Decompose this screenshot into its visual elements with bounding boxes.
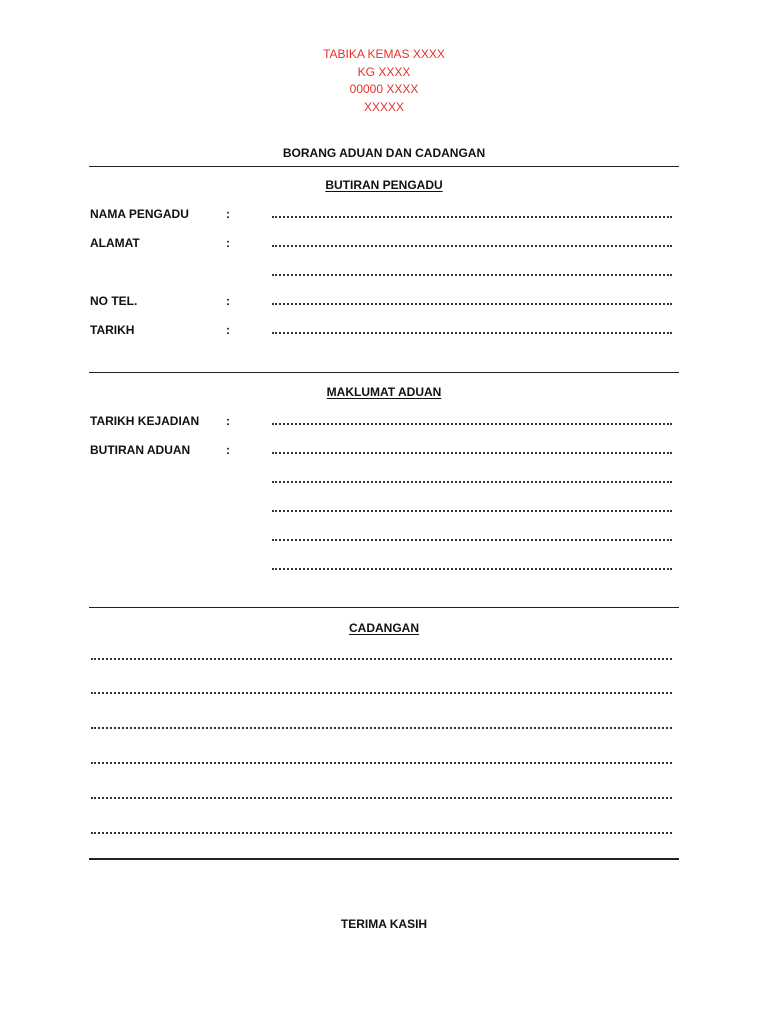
header-line-1: TABIKA KEMAS XXXX (323, 47, 445, 61)
cadangan-input-line-3[interactable] (91, 727, 672, 729)
header-line-3: 00000 XXXX (349, 82, 419, 96)
field-label-nama-pengadu: NAMA PENGADU (90, 207, 189, 221)
field-colon: : (226, 443, 230, 457)
butiran-aduan-input-line-5[interactable] (272, 568, 672, 570)
cadangan-input-line-1[interactable] (91, 658, 672, 660)
cadangan-input-line-2[interactable] (91, 692, 672, 694)
cadangan-input-line-4[interactable] (91, 762, 672, 764)
field-colon: : (226, 207, 230, 221)
field-label-tarikh-kejadian: TARIKH KEJADIAN (90, 414, 200, 428)
header-line-4: XXXXX (363, 99, 405, 114)
header-line-2: KG XXXX (357, 64, 411, 79)
divider-after-maklumat-aduan (89, 607, 679, 608)
tarikh-input-line[interactable] (272, 332, 672, 334)
form-title: BORANG ADUAN DAN CADANGAN (282, 146, 486, 160)
divider-after-butiran-pengadu (89, 372, 679, 373)
no-tel-input-line[interactable] (272, 303, 672, 305)
field-colon: : (226, 414, 230, 428)
tarikh-kejadian-input-line[interactable] (272, 423, 672, 425)
butiran-aduan-input-line-2[interactable] (272, 481, 672, 483)
butiran-aduan-input-line-4[interactable] (272, 539, 672, 541)
field-label-tarikh: TARIKH (90, 323, 135, 337)
butiran-aduan-input-line-3[interactable] (272, 510, 672, 512)
cadangan-input-line-5[interactable] (91, 797, 672, 799)
alamat-input-line-2[interactable] (272, 274, 672, 276)
field-colon: : (226, 323, 230, 337)
divider-top (89, 166, 679, 167)
butiran-aduan-input-line-1[interactable] (272, 452, 672, 454)
section-title-butiran-pengadu: BUTIRAN PENGADU (325, 178, 443, 192)
divider-bottom (89, 858, 679, 860)
field-label-butiran-aduan: BUTIRAN ADUAN (90, 443, 191, 457)
field-colon: : (226, 236, 230, 250)
footer-thanks: TERIMA KASIH (340, 917, 428, 931)
field-label-alamat: ALAMAT (90, 236, 140, 250)
field-colon: : (226, 294, 230, 308)
cadangan-input-line-6[interactable] (91, 832, 672, 834)
field-label-no-tel: NO TEL. (90, 294, 138, 308)
alamat-input-line-1[interactable] (272, 245, 672, 247)
section-title-cadangan: CADANGAN (349, 621, 419, 635)
nama-pengadu-input-line[interactable] (272, 216, 672, 218)
section-title-maklumat-aduan: MAKLUMAT ADUAN (326, 385, 442, 399)
